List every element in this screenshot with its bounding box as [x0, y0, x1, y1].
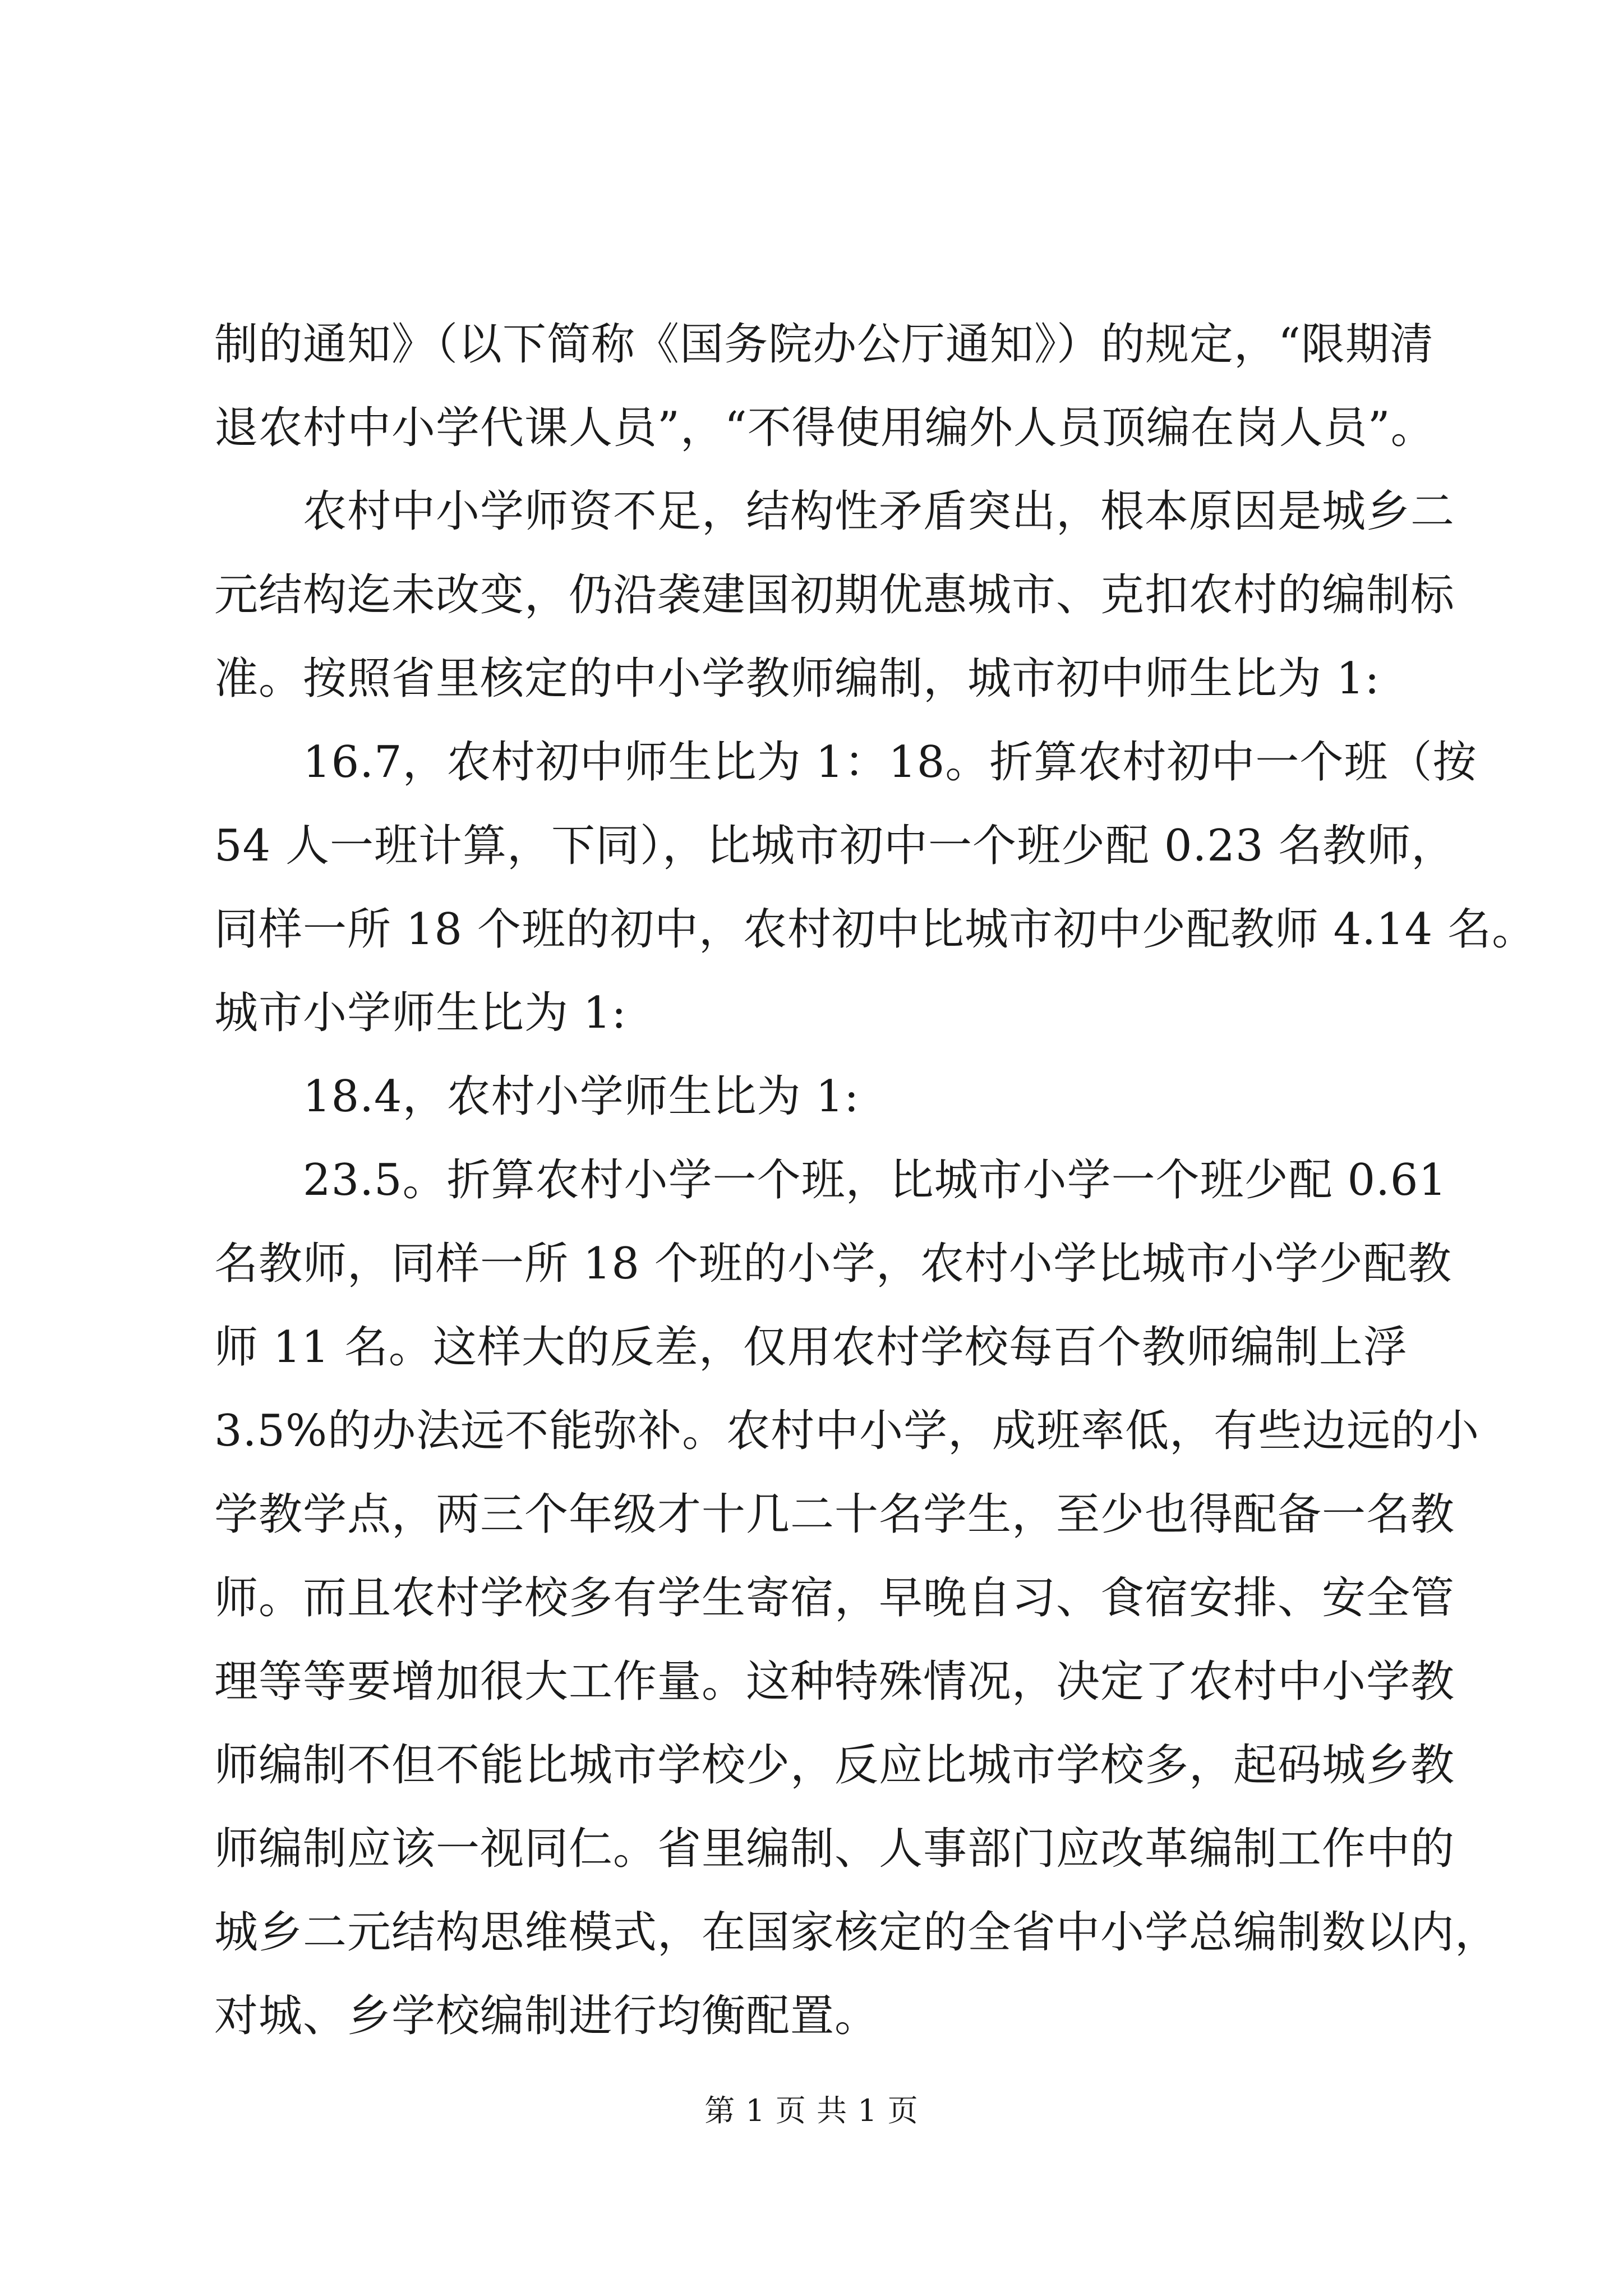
page-footer	[0, 2087, 1623, 2130]
text-line: 23.5。折算农村小学一个班，比城市小学一个班少配 0.61	[303, 1155, 1447, 1205]
text-line: 16.7，农村初中师生比为 1：18。折算农村初中一个班（按	[303, 737, 1477, 788]
text-line: 城市小学师生比为 1:	[214, 988, 627, 1038]
text-line: 师 11 名。这样大的反差，仅用农村学校每百个教师编制上浮	[214, 1322, 1408, 1373]
text-line: 对城、乡学校编制进行均衡配置。	[214, 1991, 879, 2041]
text-line: 师编制不但不能比城市学校少，反应比城市学校多，起码城乡教	[214, 1740, 1455, 1791]
text-line: 制的通知》（以下简称《国务院办公厅通知》）的规定，“限期清	[214, 319, 1434, 370]
text-line: 准。按照省里核定的中小学教师编制，城市初中师生比为 1:	[214, 654, 1380, 704]
page-number-label: 第 1 页 共 1 页	[704, 2093, 919, 2128]
text-line: 师编制应该一视同仁。省里编制、人事部门应改革编制工作中的	[214, 1824, 1455, 1874]
document-body	[214, 303, 1537, 2058]
text-line: 名教师，同样一所 18 个班的小学，农村小学比城市小学少配教	[214, 1239, 1452, 1289]
text-line: 城乡二元结构思维模式，在国家核定的全省中小学总编制数以内，	[214, 1907, 1500, 1958]
text-line: 54 人一班计算，下同），比城市初中一个班少配 0.23 名教师，	[214, 821, 1456, 871]
text-line: 学教学点，两三个年级才十几二十名学生，至少也得配备一名教	[214, 1489, 1455, 1540]
text-line: 同样一所 18 个班的初中，农村初中比城市初中少配教师 4.14 名。	[214, 904, 1537, 955]
text-line: 18.4，农村小学师生比为 1:	[303, 1071, 860, 1122]
text-line: 3.5%的办法远不能弥补。农村中小学，成班率低，有些边远的小	[214, 1406, 1480, 1456]
text-line: 退农村中小学代课人员”，“不得使用编外人员顶编在岗人员”。	[214, 403, 1435, 453]
text-line: 农村中小学师资不足，结构性矛盾突出，根本原因是城乡二	[303, 486, 1455, 537]
text-line: 理等等要增加很大工作量。这种特殊情况，决定了农村中小学教	[214, 1657, 1455, 1707]
text-line: 元结构迄未改变，仍沿袭建国初期优惠城市、克扣农村的编制标	[214, 570, 1455, 620]
text-line: 师。而且农村学校多有学生寄宿，早晚自习、食宿安排、安全管	[214, 1573, 1455, 1623]
